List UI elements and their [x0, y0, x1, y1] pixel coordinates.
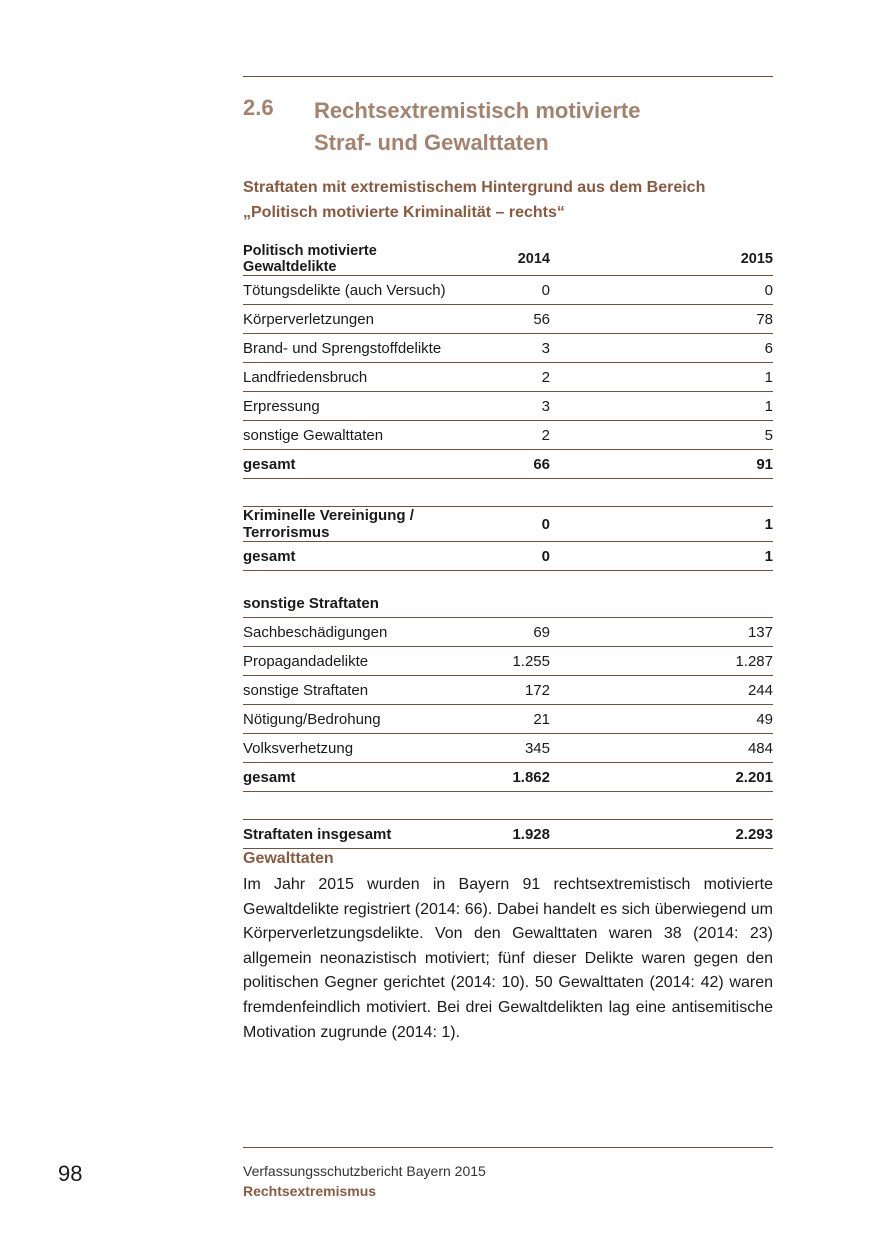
value-2015: 91 [673, 450, 773, 479]
row-label: Volksverhetzung [243, 734, 460, 763]
row-label: gesamt [243, 542, 460, 571]
row-label: Kriminelle Vereinigung / Terrorismus [243, 507, 460, 542]
value-2014: 3 [460, 334, 673, 363]
value-2015: 0 [673, 276, 773, 305]
top-rule [243, 76, 773, 77]
table-row [243, 392, 773, 421]
row-label: sonstige Straftaten [243, 676, 460, 705]
value-2014: 0 [460, 542, 673, 571]
table-row [243, 334, 773, 363]
row-label: Straftaten insgesamt [243, 820, 460, 849]
table-row [243, 363, 773, 392]
value-2014: 345 [460, 734, 673, 763]
value-2014: 1.862 [460, 763, 673, 792]
value-2015: 1 [673, 392, 773, 421]
value-2014: 2 [460, 421, 673, 450]
row-label: Nötigung/Bedrohung [243, 705, 460, 734]
value-2014: 3 [460, 392, 673, 421]
row-label: sonstige Straftaten [243, 589, 773, 618]
gewalttaten-heading: Gewalttaten [243, 850, 334, 867]
row-label: sonstige Gewalttaten [243, 421, 460, 450]
subheading-line2: „Politisch motivierte Kriminalität – rechts“ [243, 204, 565, 221]
value-2015: 137 [673, 618, 773, 647]
footer-chapter: Rechtsextremismus [243, 1183, 377, 1199]
value-2014: 0 [460, 507, 673, 542]
row-label: Landfriedensbruch [243, 363, 460, 392]
subtotal-row [243, 450, 773, 479]
row-label: gesamt [243, 450, 460, 479]
value-2015: 2015 [673, 243, 773, 276]
value-2015: 484 [673, 734, 773, 763]
gewalttaten-paragraph: Im Jahr 2015 wurden in Bayern 91 rechtsextremistisch motivierte Gewaltdelikte registriert (2014: 66). Dabei handelt es sich überwiegend um Körperverletzungsdelikte. Von den Gewalttaten waren 38 (2014: 23) allgemein neonazistisch motiviert; fünf dieser Delikte waren gegen den politischen Gegner gerichtet (2014: 10). 50 Gewalttaten (2014: 42) waren fremdenfeindlich motiviert. Bei drei Gewaltdelikten lag eine antisemitische Motivation zugrunde (2014: 1). [243, 876, 773, 1041]
value-2015: 1 [673, 542, 773, 571]
value-2015: 2.293 [673, 820, 773, 849]
value-2015: 1 [673, 507, 773, 542]
table-spacer [243, 792, 773, 820]
table-subheading [243, 175, 773, 225]
value-2014: 66 [460, 450, 673, 479]
table-row [243, 647, 773, 676]
value-2014: 21 [460, 705, 673, 734]
value-2015: 5 [673, 421, 773, 450]
row-label: Erpressung [243, 392, 460, 421]
table-row [243, 734, 773, 763]
subtotal-row [243, 542, 773, 571]
table-row [243, 676, 773, 705]
crime-statistics-table [243, 243, 773, 849]
value-2014: 1.928 [460, 820, 673, 849]
table-header-row [243, 243, 773, 276]
section-number: 2.6 [243, 95, 274, 120]
table-row [243, 507, 773, 542]
value-2014: 2014 [460, 243, 673, 276]
value-2015: 244 [673, 676, 773, 705]
row-label: Körperverletzungen [243, 305, 460, 334]
value-2015: 78 [673, 305, 773, 334]
row-label: gesamt [243, 763, 460, 792]
value-2015: 2.201 [673, 763, 773, 792]
value-2014: 2 [460, 363, 673, 392]
value-2014: 0 [460, 276, 673, 305]
table-row [243, 618, 773, 647]
section-title [314, 95, 640, 159]
value-2014: 1.255 [460, 647, 673, 676]
page-number: 98 [58, 1161, 83, 1186]
subheading-line1: Straftaten mit extremistischem Hintergrund aus dem Bereich [243, 179, 706, 196]
value-2015: 49 [673, 705, 773, 734]
value-2015: 1.287 [673, 647, 773, 676]
grand-total-row [243, 820, 773, 849]
section-title-line2: Straf- und Gewalttaten [314, 130, 549, 155]
table-row [243, 421, 773, 450]
section-header-row [243, 589, 773, 618]
section-title-line1: Rechtsextremistisch motivierte [314, 98, 641, 123]
row-label: Sachbeschädigungen [243, 618, 460, 647]
table-row [243, 276, 773, 305]
value-2014: 69 [460, 618, 673, 647]
subtotal-row [243, 763, 773, 792]
row-label: Propagandadelikte [243, 647, 460, 676]
value-2014: 56 [460, 305, 673, 334]
row-label: Tötungsdelikte (auch Versuch) [243, 276, 460, 305]
row-label: Brand- und Sprengstoffdelikte [243, 334, 460, 363]
footer-rule [243, 1147, 773, 1148]
row-label: Politisch motivierte Gewaltdelikte [243, 243, 460, 276]
table-row [243, 305, 773, 334]
table-row [243, 705, 773, 734]
table-spacer [243, 571, 773, 590]
footer-publication: Verfassungsschutzbericht Bayern 2015 [243, 1163, 486, 1179]
value-2015: 6 [673, 334, 773, 363]
value-2014: 172 [460, 676, 673, 705]
value-2015: 1 [673, 363, 773, 392]
table-spacer [243, 479, 773, 507]
